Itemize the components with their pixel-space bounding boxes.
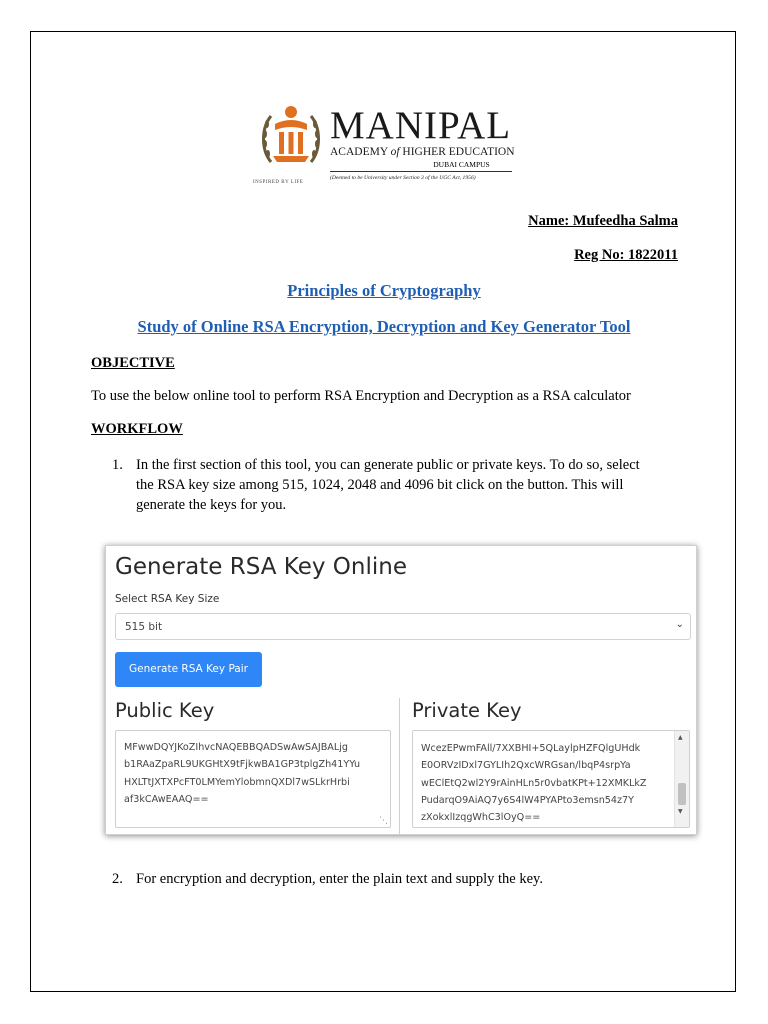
logo-name: MANIPAL [330, 104, 512, 147]
public-key-text: MFwwDQYJKoZIhvcNAQEBBQADSwAwSAJBALjg b1RAaZpaRL9UKGHtX9tFjkwBA1GP3tplgZh41YYu HXLTtJXTXPcFT0LMYemYlobmnQXDl7wSLkrHrbi af3kCAwEAAQ== [124, 742, 361, 805]
objective-text: To use the below online tool to perform RSA Encryption and Decryption as a RSA calculator [91, 388, 631, 404]
chevron-down-icon: ⌄ [675, 619, 684, 630]
private-key-title: Private Key [412, 699, 522, 722]
step-line: generate the keys for you. [136, 497, 287, 513]
resize-handle-icon[interactable]: ⋱ [379, 816, 388, 826]
logo-subtitle: ACADEMY of HIGHER EDUCATION [330, 146, 515, 158]
step-line: the RSA key size among 515, 1024, 2048 and 4096 bit click on the button. This will [136, 477, 624, 493]
step-number: 2. [112, 871, 123, 887]
step-line: For encryption and decryption, enter the plain text and supply the key. [136, 871, 543, 887]
key-size-value: 515 bit [125, 621, 163, 633]
scroll-down-icon[interactable]: ▼ [678, 808, 683, 815]
objective-heading: OBJECTIVE [91, 355, 175, 371]
scroll-up-icon[interactable]: ▲ [678, 734, 683, 741]
generate-key-pair-button[interactable]: Generate RSA Key Pair [115, 652, 262, 687]
student-name: Name: Mufeedha Salma [528, 213, 678, 229]
logo-campus: DUBAI CAMPUS [433, 160, 490, 169]
key-size-label: Select RSA Key Size [115, 593, 220, 605]
study-title: Study of Online RSA Encryption, Decryption and Key Generator Tool [137, 317, 631, 336]
step-line: In the first section of this tool, you can generate public or private keys. To do so, select [136, 457, 640, 473]
tool-title: Generate RSA Key Online [115, 554, 407, 580]
private-key-text: WcezEPwmFAll/7XXBHI+5QLaylpHZFQlgUHdk E0ORVzIDxl7GYLIh2QxcWRGsan/lbqP4srpYa wEClEtQ2wl2Y9rAinHLn5r0vbatKPt+12XMKLkZ PudarqO9AiAQ7y6S4lW4PYAPto3emsn54z7Y zXokxlIzqgWhC3lOyQ== [421, 743, 647, 824]
workflow-heading: WORKFLOW [91, 421, 183, 437]
public-key-textarea[interactable] [115, 730, 391, 828]
student-reg-no: Reg No: 1822011 [574, 247, 678, 263]
logo-divider [330, 171, 512, 172]
logo-motto: INSPIRED BY LIFE [253, 180, 304, 185]
key-size-select[interactable] [115, 613, 691, 640]
scrollbar-thumb[interactable] [678, 783, 686, 805]
course-title: Principles of Cryptography [287, 281, 481, 300]
private-key-scrollbar[interactable] [674, 731, 689, 827]
logo-deemed-text: (Deemed to be University under Section 3 of the UGC Act, 1956) [330, 175, 476, 181]
university-logo [253, 100, 515, 192]
rsa-tool-screenshot [105, 545, 697, 835]
column-divider [399, 698, 400, 835]
step-number: 1. [112, 457, 123, 473]
public-key-title: Public Key [115, 699, 215, 722]
private-key-textarea[interactable] [412, 730, 690, 828]
